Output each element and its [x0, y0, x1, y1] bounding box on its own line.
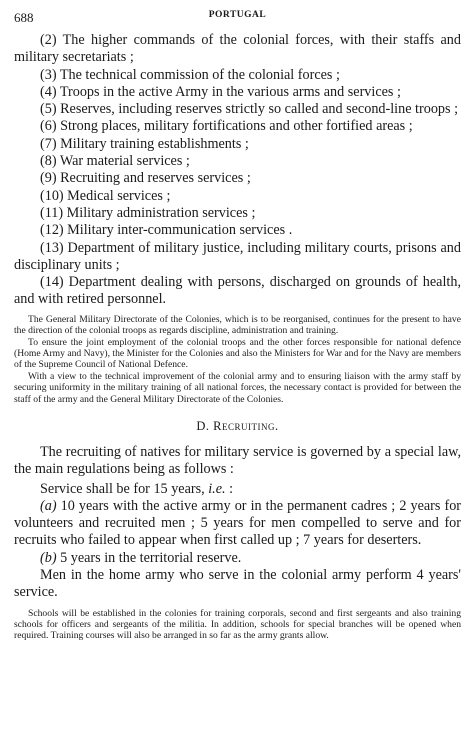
paragraph-a-text: 10 years with the active army or in the permanent cadres ; 2 years for volunteers and recruited men ; 5 years for men compelled to serve and for recruits who failed to appear when first called up ; 7 years for deserters.	[14, 497, 462, 549]
section-letter: D.	[196, 419, 210, 433]
list-item: (2) The higher commands of the colonial forces, with their staffs and military secretariats ;	[14, 32, 461, 66]
page-number: 688	[14, 10, 34, 25]
list-item: (11) Military administration services ;	[40, 204, 256, 221]
list-item: (13) Department of military justice, including military courts, prisons and disciplinary units ;	[14, 239, 461, 273]
list-item: (5) Reserves, including reserves strictly so called and second-line troops ;	[40, 101, 459, 118]
list-item: (4) Troops in the active Army in the various arms and services ;	[40, 83, 401, 100]
notes-block	[14, 314, 461, 405]
list-item: (12) Military inter-communication services .	[40, 222, 293, 239]
note-paragraph: To ensure the joint employment of the colonial troops and the other forces responsible for national defence (Home Army and Navy), the Minister for the Colonies and also the Ministers for War and for the Navy are members of the Supreme Council of National Defence.	[14, 336, 461, 371]
organisation-list	[14, 32, 461, 309]
list-item: (6) Strong places, military fortifications and other fortified areas ;	[40, 118, 413, 135]
paragraph-b-marker: (b)	[40, 549, 57, 566]
section-title: Recruiting.	[213, 419, 279, 433]
service-suffix: :	[229, 480, 234, 497]
recruiting-intro: The recruiting of natives for military service is governed by a special law, the main regulations being as follows :	[14, 444, 461, 478]
paragraph-b	[14, 550, 461, 567]
service-prefix: Service shall be for 15 years,	[40, 480, 205, 497]
paragraph-b-text: 5 years in the territorial reserve.	[60, 549, 242, 566]
note-paragraph: The General Military Directorate of the Colonies, which is to be reorganised, continues for the present to have the direction of the colonial troops as regards discipline, administration and training.	[14, 313, 461, 337]
note-paragraph: With a view to the technical improvement of the colonial army and to ensuring liaison with the army staff by securing uniformity in the military training of all national forces, the necessary contact is provided for between the staff of the army and the General Military Directorate of the Colonies.	[14, 370, 461, 405]
list-item: (14) Department dealing with persons, discharged on grounds of health, and with retired personnel.	[14, 274, 461, 308]
list-item: (10) Medical services ;	[40, 187, 171, 204]
running-head	[14, 10, 461, 26]
paragraph-a	[14, 498, 461, 550]
footnote-paragraph: Schools will be established in the colonies for training corporals, second and first sergeants and also training schools for officers and sergeants of the militia. In addition, schools for special branches will be opened when required. Training courses will also be arranged in so far as the army grants allow.	[14, 607, 461, 642]
service-line	[14, 481, 461, 498]
list-item: (9) Recruiting and reserves services ;	[40, 170, 251, 187]
list-item: (8) War material services ;	[40, 153, 190, 170]
running-title: PORTUGAL	[208, 10, 267, 20]
paragraph-a-marker: (a)	[40, 497, 57, 514]
list-item: (7) Military training establishments ;	[40, 135, 249, 152]
list-item: (3) The technical commission of the colonial forces ;	[40, 66, 340, 83]
paragraph-home-army: Men in the home army who serve in the colonial army perform 4 years' service.	[14, 567, 461, 601]
service-ie: i.e.	[208, 480, 226, 497]
section-heading	[14, 419, 461, 434]
